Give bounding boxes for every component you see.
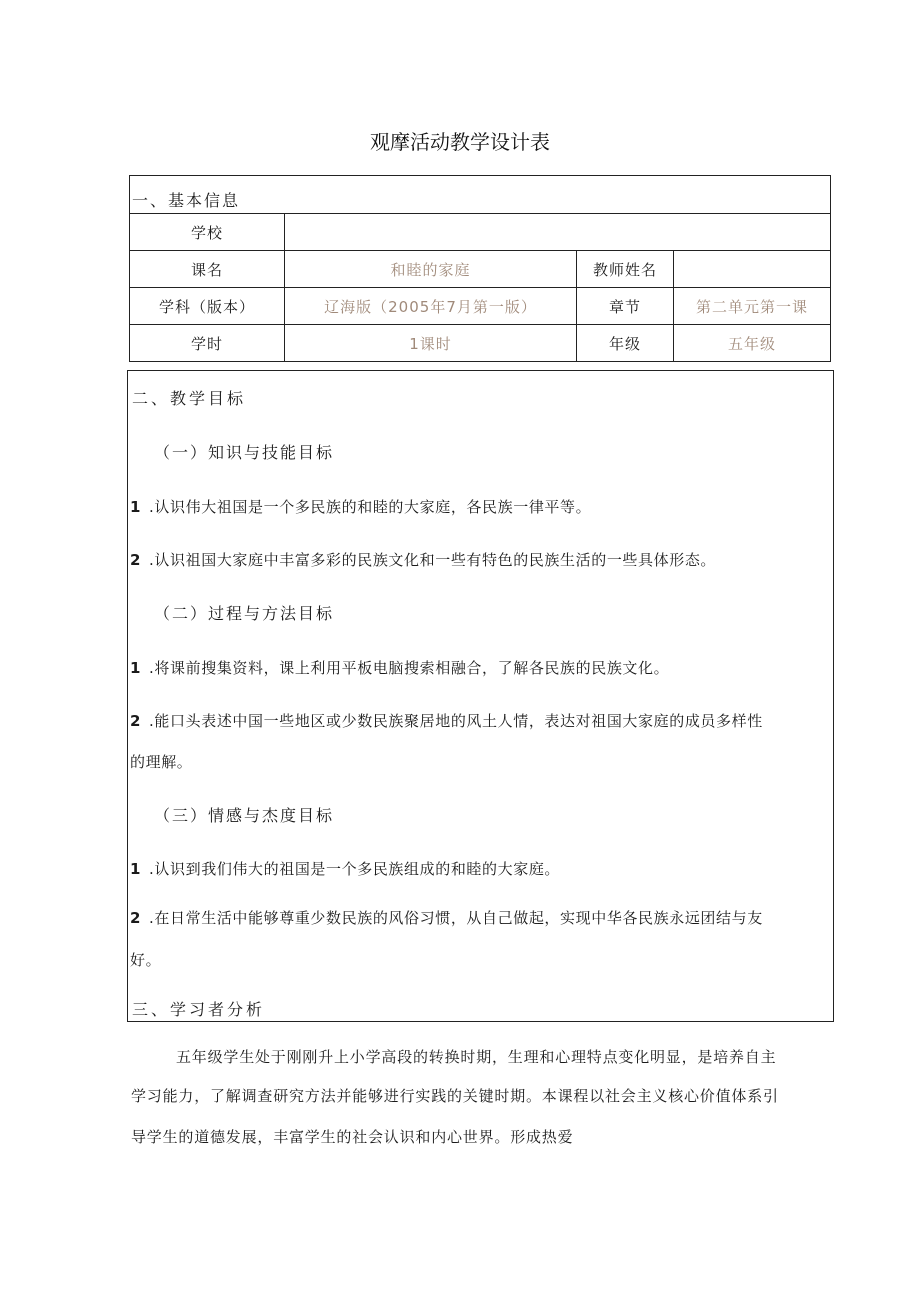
grade-value: 五年级 <box>727 334 776 353</box>
group-title-emotion: （三）情感与杰度目标 <box>154 806 335 825</box>
course-value: 和睦的家庭 <box>285 251 577 287</box>
item-text: .认识祖国大家庭中丰富多彩的民族文化和一些有特色的民族生活的一些具体形态。 <box>149 551 717 569</box>
teacher-label: 教师姓名 <box>577 251 674 287</box>
paragraph-line: 导学生的道德发展，丰富学生的社会认识和内心世界。形成热爱 <box>131 1128 574 1146</box>
item-number: 2 <box>130 909 142 927</box>
chapter-label: 章节 <box>577 288 674 324</box>
list-item <box>130 496 591 517</box>
objectives-heading: 二、教学目标 <box>132 389 247 408</box>
item-number: 2 <box>130 551 142 569</box>
school-label: 学校 <box>130 214 285 250</box>
school-value <box>285 214 830 250</box>
item-text: .认识到我们伟大的祖国是一个多民族组成的和睦的大家庭。 <box>149 860 561 878</box>
grade-label: 年级 <box>577 325 674 361</box>
table-row-hours <box>130 325 830 361</box>
item-number: 1 <box>130 659 142 677</box>
paragraph-line: 五年级学生处于刚刚升上小学高段的转换时期，生理和心理特点变化明显，是培养自主 <box>176 1048 777 1066</box>
list-item <box>130 549 716 570</box>
item-text: .将课前搜集资料，课上利用平板电脑搜索相融合，了解各民族的民族文化。 <box>149 659 670 677</box>
list-item <box>130 710 763 731</box>
item-text: .能口头表述中国一些地区或少数民族聚居地的风土人情，表达对祖国大家庭的成员多样性 <box>149 712 763 730</box>
item-number: 1 <box>130 860 142 878</box>
item-number: 2 <box>130 712 142 730</box>
list-item <box>130 858 560 879</box>
item-text: .在日常生活中能够尊重少数民族的风俗习惯，从自己做起，实现中华各民族永远团结与友 <box>149 909 763 927</box>
table-row-subject <box>130 288 830 325</box>
list-item <box>130 657 669 678</box>
item-text: .认识伟大祖国是一个多民族的和睦的大家庭，各民族一律平等。 <box>149 498 592 516</box>
table-row-school <box>130 214 830 251</box>
subject-label: 学科（版本） <box>130 288 285 324</box>
group-title-process: （二）过程与方法目标 <box>154 604 335 623</box>
hours-label: 学时 <box>130 325 285 361</box>
objectives-box <box>127 370 834 1022</box>
hours-value: 1课时 <box>285 325 577 361</box>
list-item <box>130 907 763 928</box>
subject-value: 辽海版（2005年7月第一版） <box>285 288 577 324</box>
page-title: 观摩活动教学设计表 <box>370 130 550 154</box>
basic-info-heading: 一、基本信息 <box>130 176 830 214</box>
list-item-continuation: 的理解。 <box>130 753 193 771</box>
learner-analysis-heading: 三、学习者分析 <box>132 1000 266 1019</box>
chapter-value: 第二单元第一课 <box>695 297 808 316</box>
item-number: 1 <box>130 498 142 516</box>
list-item-continuation: 好。 <box>130 951 162 969</box>
table-row-course <box>130 251 830 288</box>
basic-info-table <box>129 175 831 362</box>
group-title-knowledge: （一）知识与技能目标 <box>154 443 335 462</box>
teacher-value <box>674 251 830 287</box>
course-label: 课名 <box>130 251 285 287</box>
paragraph-line: 学习能力，了解调查研究方法并能够进行实践的关键时期。本课程以社会主义核心价值体系引 <box>131 1087 779 1105</box>
